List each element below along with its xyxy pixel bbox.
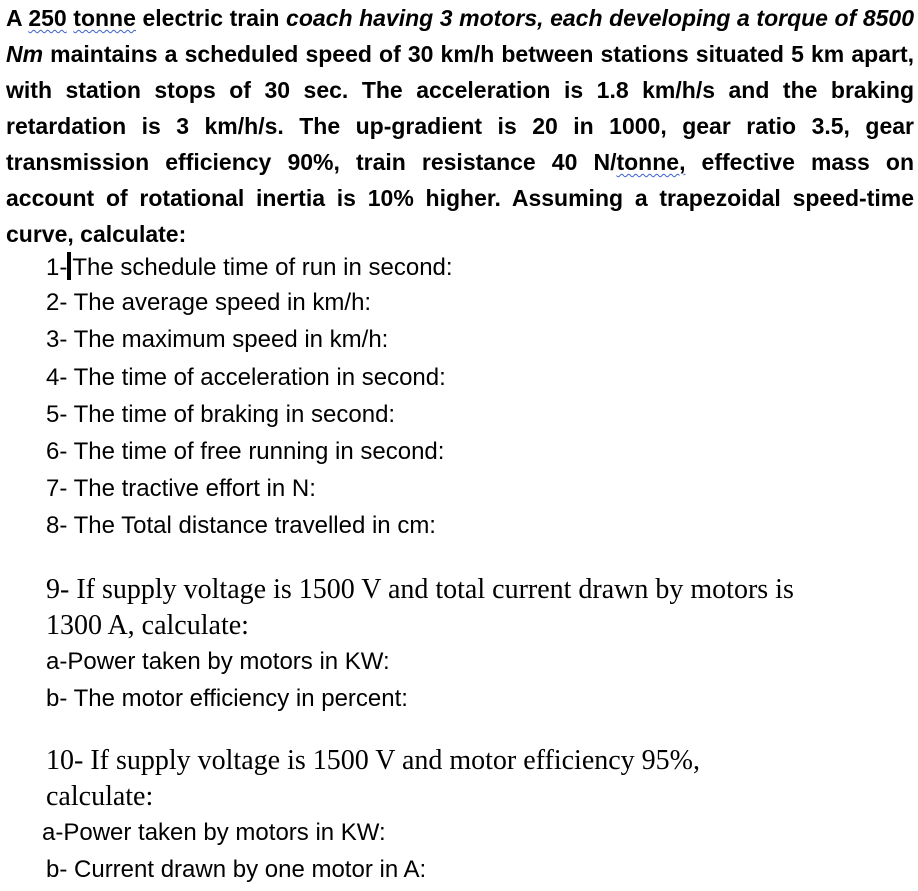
intro-text: effective mass on account of rotational inertia is 10% higher. Assuming a trapezoidal speed-time curve, calculate: [6, 149, 914, 247]
question-5: 5- The time of braking in second: [46, 401, 396, 428]
intro-text: maintains a scheduled speed of 30 km/h between stations situated 5 km apart, with station stops of 30 sec. The acceleration is 1.8 km/h/s and the braking retardation is 3 km/h/s. The up-gradient is 20 in 1000, gear ratio 3.5, gear transmission efficiency 90%, train resistance 40 N/ [6, 41, 914, 175]
question-9-line-2: 1300 A, calculate: [46, 610, 249, 641]
intro-text-italic: coach having 3 motors, each developing a torque of 8500 Nm [6, 5, 915, 67]
question-3: 3- The maximum speed in km/h: [46, 326, 389, 353]
question-4: 4- The time of acceleration in second: [46, 364, 446, 391]
question-6: 6- The time of free running in second: [46, 438, 445, 465]
question-10b: b- Current drawn by one motor in A: [46, 856, 427, 883]
intro-text: electric train [135, 5, 287, 31]
question-2: 2- The average speed in km/h: [46, 289, 372, 316]
question-number: 1- [46, 254, 68, 281]
text-cursor [67, 252, 71, 280]
question-9-line-1: 9- If supply voltage is 1500 V and total current drawn by motors is [46, 574, 794, 605]
intro-text: A [6, 5, 29, 31]
question-1 [46, 252, 453, 282]
problem-statement [6, 0, 914, 252]
question-10-line-2: calculate: [46, 781, 154, 812]
intro-text: tonne, [616, 149, 686, 175]
question-10-line-1: 10- If supply voltage is 1500 V and motor efficiency 95%, [46, 745, 700, 776]
intro-text: 250 [28, 5, 67, 31]
question-8: 8- The Total distance travelled in cm: [46, 512, 436, 539]
question-9b: b- The motor efficiency in percent: [46, 685, 408, 712]
question-10a: a-Power taken by motors in KW: [42, 819, 386, 846]
question-text: The schedule time of run in second: [72, 254, 453, 281]
question-9a: a-Power taken by motors in KW: [46, 648, 390, 675]
intro-text: tonne [73, 5, 136, 31]
question-7: 7- The tractive effort in N: [46, 475, 316, 502]
